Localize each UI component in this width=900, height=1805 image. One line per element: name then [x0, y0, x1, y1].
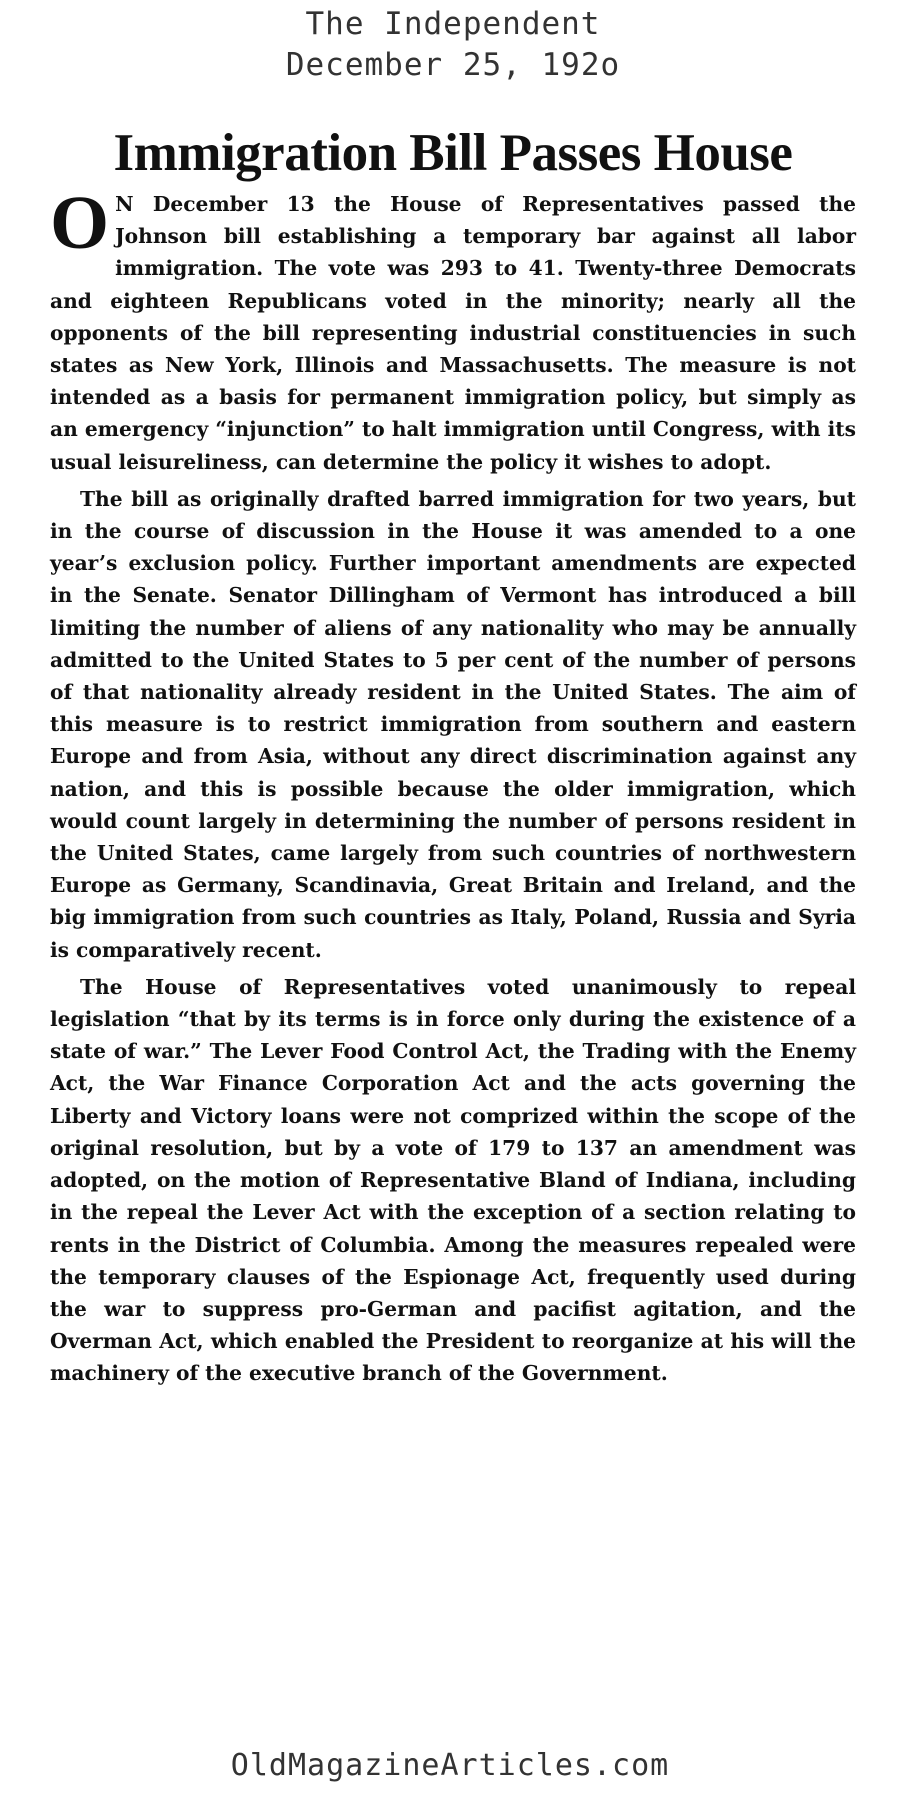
masthead [50, 0, 856, 86]
article-paragraph-3: The House of Representatives voted unanimously to repeal legislation “that by its terms is in force only during the existence of a state of war.” The Lever Food Control Act, the Trading with the Enemy Act, the War Finance Corporation Act and the acts governing the Liberty and Victory loans were not comprized within the scope of the original resolution, but by a vote of 179 to 137 an amendment was adopted, on the motion of Representative Bland of Indiana, including in the repeal the Lever Act with the exception of a section relating to rents in the District of Columbia. Among the measures repealed were the temporary clauses of the Espionage Act, frequently used during the war to suppress pro-German and pacifist agitation, and the Overman Act, which enabled the President to reorganize at his will the machinery of the executive branch of the Government. [50, 974, 856, 1386]
article-paragraph-1 [50, 181, 856, 478]
article-paragraph-2: The bill as originally drafted barred immigration for two years, but in the course of discussion in the House it was amended to a one year’s exclusion policy. Further important amendments are expected in the Senate. Senator Dillingham of Vermont has introduced a bill limiting the number of aliens of any nationality who may be annually admitted to the United States to 5 per cent of the number of persons of that nationality already resident in the United States. The aim of this measure is to restrict immigration from southern and eastern Europe and from Asia, without any direct discrimination against any nation, and this is possible because the older immigration, which would count largely in determining the number of persons resident in the United States, came largely from such countries of northwestern Europe as Germany, Scandinavia, Great Britain and Ireland, and the big immigration from such countries as Italy, Poland, Russia and Syria is comparatively recent. [50, 486, 856, 962]
publication-name: The Independent [305, 6, 601, 42]
publication-date: December 25, 192o [285, 47, 621, 83]
article-headline: Immigration Bill Passes House [113, 124, 793, 182]
footer-site-link[interactable]: OldMagazineArticles.com [230, 1748, 670, 1783]
paragraph-1-text: N December 13 the House of Representatives passed the Johnson bill establishing a temporary bar against all labor immigration. The vote was 293 to 41. Twenty-three Democrats and eighteen Republicans voted in the minority; nearly all the opponents of the bill representing industrial constituencies in such states as New York, Illinois and Massachusetts. The measure is not intended as a basis for permanent immigration policy, but simply as an emergency “injunction” to halt immigration until Congress, with its usual leisureliness, can determine the policy it wishes to adopt. [50, 192, 856, 474]
drop-cap: O [50, 181, 110, 265]
article-body [50, 181, 856, 1390]
